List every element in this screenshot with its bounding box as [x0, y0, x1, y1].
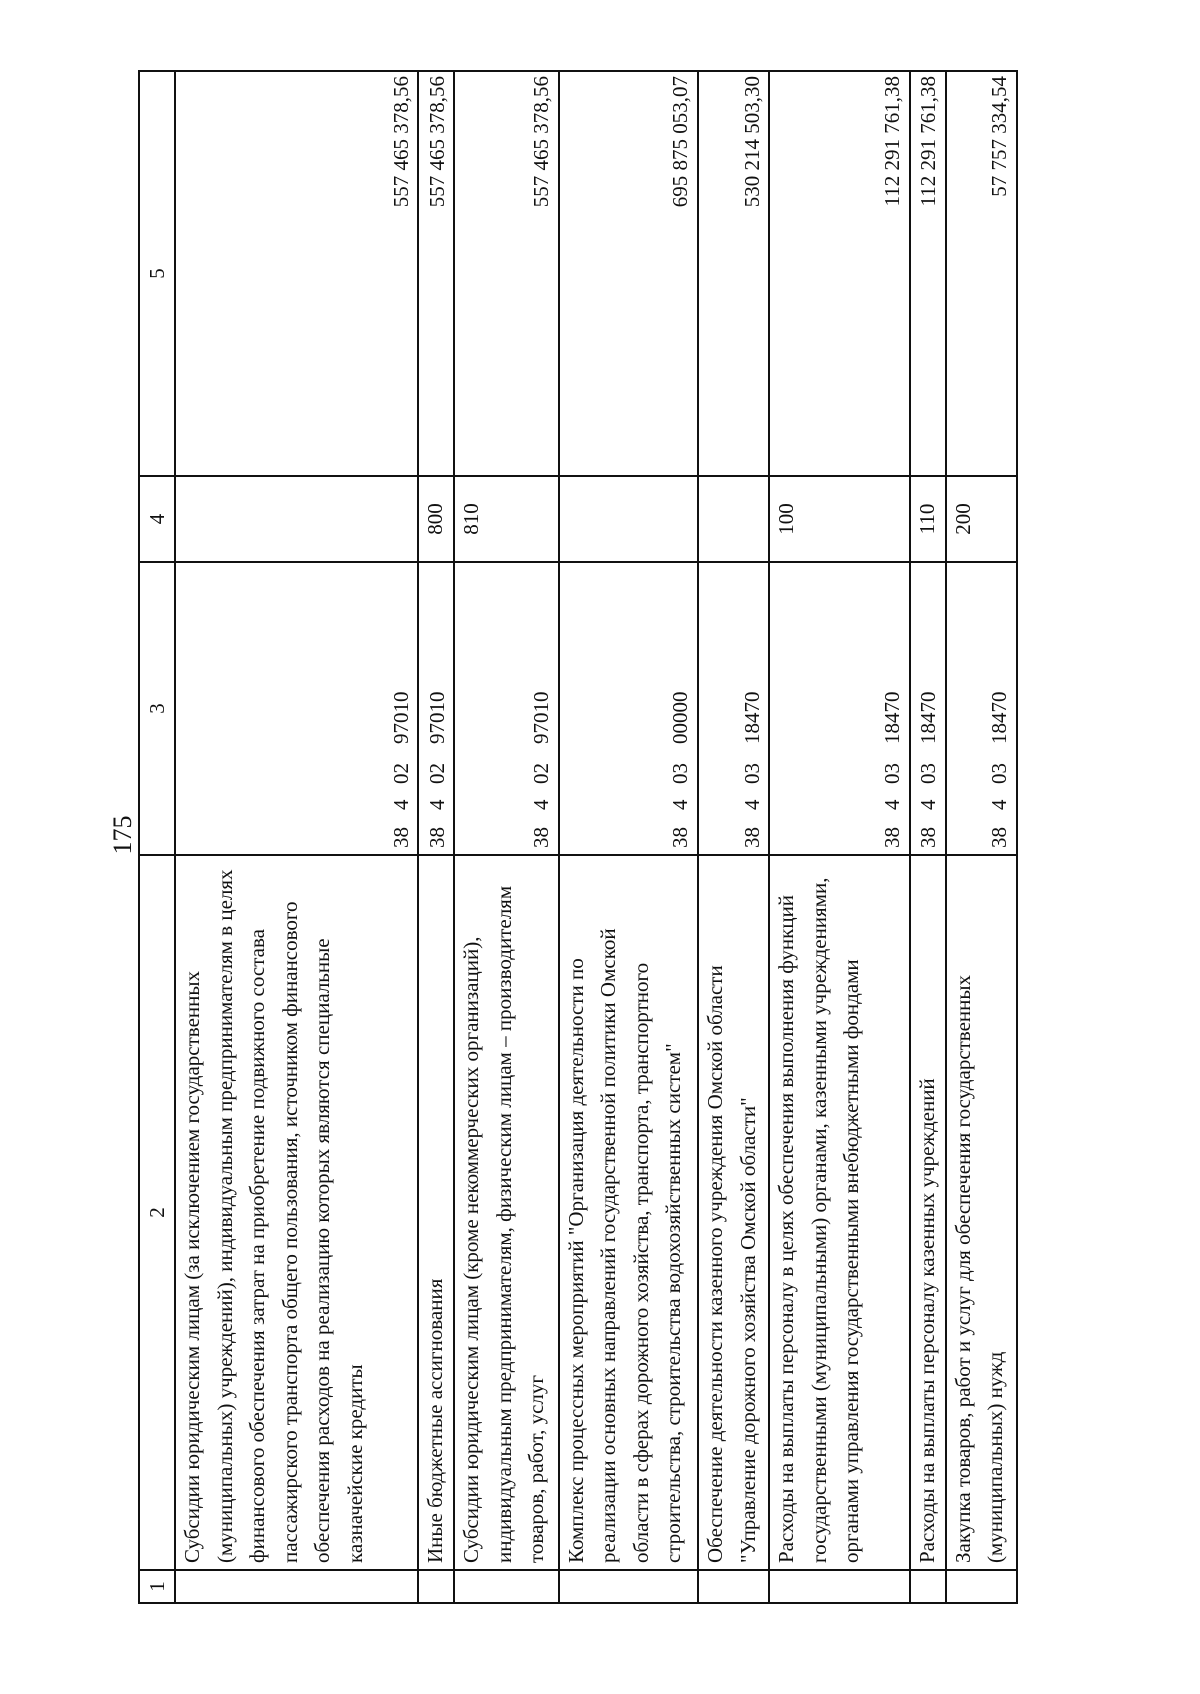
code-part: 03 [987, 763, 1012, 784]
amount-cell: 557 465 378,56 [418, 71, 454, 476]
code-part: 38 [739, 827, 764, 848]
code-part: 38 [529, 827, 554, 848]
page-number: 175 [108, 815, 137, 855]
code-part: 03 [668, 763, 693, 784]
expense-type-cell: 110 [910, 476, 946, 562]
code-part: 03 [880, 763, 904, 784]
header-cell-4: 4 [139, 476, 175, 562]
code-part: 4 [880, 799, 904, 810]
code-part: 38 [424, 827, 449, 848]
item-name-cell: Расходы на выплаты персоналу в целях обеспечения выполнения функций государственными (муниципальными) органами, казенными учреждениями, органами управления государственными внебюджетными фондами [769, 855, 909, 1570]
code-part: 4 [739, 799, 764, 810]
item-name-cell: Расходы на выплаты персоналу казенных учреждений [910, 855, 946, 1570]
header-cell-5: 5 [139, 71, 175, 476]
code-part: 02 [529, 763, 554, 784]
code-part: 4 [916, 799, 941, 810]
item-name-cell: Иные бюджетные ассигнования [418, 855, 454, 1570]
table-row [910, 71, 946, 1603]
code-part: 03 [739, 763, 764, 784]
code-part: 18470 [739, 691, 764, 744]
amount-cell: 695 875 053,07 [559, 71, 698, 476]
item-name-cell: Субсидии юридическим лицам (кроме некоммерческих организаций), индивидуальным предпринимателям, физическим лицам – производителям товаров, работ, услуг [454, 855, 558, 1570]
row-number-cell [698, 1570, 769, 1603]
target-code-cell [946, 562, 1017, 855]
amount-cell: 530 214 503,30 [698, 71, 769, 476]
budget-table [138, 70, 1018, 1604]
target-code-cell [910, 562, 946, 855]
row-number-cell [418, 1570, 454, 1603]
code-part: 18470 [987, 691, 1012, 744]
code-part: 03 [916, 763, 941, 784]
code-part: 97010 [424, 691, 449, 744]
row-number-cell [946, 1570, 1017, 1603]
expense-type-cell: 800 [418, 476, 454, 562]
table-row [946, 71, 1017, 1603]
header-row [139, 71, 175, 1603]
target-code-cell [454, 562, 558, 855]
amount-cell: 112 291 761,38 [910, 71, 946, 476]
item-name-cell: Обеспечение деятельности казенного учреждения Омской области "Управление дорожного хозяйства Омской области" [698, 855, 769, 1570]
code-part: 02 [388, 763, 413, 784]
amount-cell: 57 757 334,54 [946, 71, 1017, 476]
target-code-cell [175, 562, 418, 855]
item-name-cell: Субсидии юридическим лицам (за исключением государственных (муниципальных) учреждений), индивидуальным предпринимателям в целях финансового обеспечения затрат на приобретение подвижного состава пассажирского транспорта общего пользования, источником финансового обеспечения расходов на реализацию которых являются специальные казначейские кредиты [175, 855, 418, 1570]
row-number-cell [175, 1570, 418, 1603]
code-part: 97010 [388, 691, 413, 744]
header-cell-1: 1 [139, 1570, 175, 1603]
table-row [769, 71, 909, 1603]
row-number-cell [559, 1570, 698, 1603]
expense-type-cell [559, 476, 698, 562]
table-row [175, 71, 418, 1603]
target-code-cell [418, 562, 454, 855]
target-code-cell [769, 562, 909, 855]
row-number-cell [769, 1570, 909, 1603]
code-part: 97010 [529, 691, 554, 744]
code-part: 00000 [668, 691, 693, 744]
code-part: 4 [424, 799, 449, 810]
amount-cell: 557 465 378,56 [454, 71, 558, 476]
target-code-cell [559, 562, 698, 855]
code-part: 38 [987, 827, 1012, 848]
code-part: 38 [880, 827, 904, 848]
code-part: 02 [424, 763, 449, 784]
amount-cell: 112 291 761,38 [769, 71, 909, 476]
expense-type-cell: 100 [769, 476, 909, 562]
row-number-cell [454, 1570, 558, 1603]
code-part: 4 [529, 799, 554, 810]
header-cell-2: 2 [139, 855, 175, 1570]
code-part: 38 [388, 827, 413, 848]
code-part: 18470 [880, 691, 904, 744]
expense-type-cell [698, 476, 769, 562]
table-row [454, 71, 558, 1603]
amount-cell: 557 465 378,56 [175, 71, 418, 476]
code-part: 4 [987, 799, 1012, 810]
rotated-table-wrapper [138, 72, 1018, 1604]
expense-type-cell: 200 [946, 476, 1017, 562]
table-row [418, 71, 454, 1603]
expense-type-cell: 810 [454, 476, 558, 562]
header-cell-3: 3 [139, 562, 175, 855]
code-part: 4 [668, 799, 693, 810]
code-part: 18470 [916, 691, 941, 744]
code-part: 38 [668, 827, 693, 848]
item-name-cell: Закупка товаров, работ и услуг для обеспечения государственных (муниципальных) нужд [946, 855, 1017, 1570]
code-part: 4 [388, 799, 413, 810]
target-code-cell [698, 562, 769, 855]
item-name-cell: Комплекс процессных мероприятий "Организация деятельности по реализации основных направлений государственной политики Омской области в сферах дорожного хозяйства, транспорта, транспортного строительства, строительства водохозяйственных систем" [559, 855, 698, 1570]
expense-type-cell [175, 476, 418, 562]
row-number-cell [910, 1570, 946, 1603]
code-part: 38 [916, 827, 941, 848]
table-row [698, 71, 769, 1603]
table-row [559, 71, 698, 1603]
